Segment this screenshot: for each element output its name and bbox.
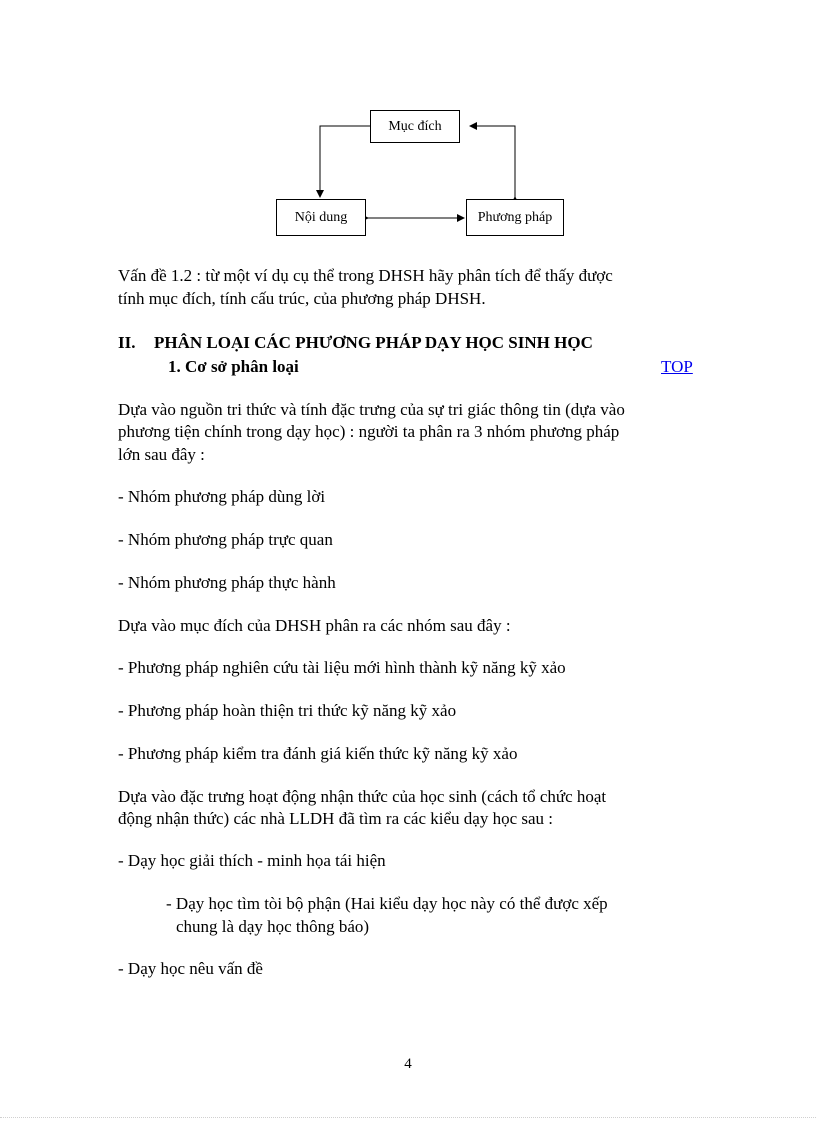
list3-item-3: - Dạy học nêu vấn đề (118, 959, 263, 978)
section-number: II. (118, 333, 136, 352)
top-link[interactable]: TOP (661, 357, 693, 376)
para1-line-2: phương tiện chính trong dạy học) : người ta phân ra 3 nhóm phương pháp (118, 422, 620, 441)
para1-line-1: Dựa vào nguồn tri thức và tính đặc trưng của sự tri giác thông tin (dựa vào (118, 400, 625, 419)
list3-item-2-line-1: - Dạy học tìm tòi bộ phận (Hai kiểu dạy học này có thể được xếp (166, 894, 608, 913)
subsection-heading: 1. Cơ sở phân loại (168, 357, 299, 376)
list1-item: - Nhóm phương pháp trực quan (118, 530, 333, 549)
diagram-box-content (276, 199, 366, 236)
arrow-purpose-to-content (320, 126, 370, 197)
page-number: 4 (404, 1056, 412, 1072)
diagram-label-method: Phương pháp (477, 209, 553, 225)
list2-item: - Phương pháp hoàn thiện tri thức kỹ năng kỹ xảo (118, 701, 457, 720)
list1-item: - Nhóm phương pháp thực hành (118, 573, 336, 592)
list1-item: - Nhóm phương pháp dùng lời (118, 487, 326, 506)
list3-item-2-line-2: chung là dạy học thông báo) (176, 917, 370, 936)
intro-line-1: Vấn đề 1.2 : từ một ví dụ cụ thể trong DHSH hãy phân tích để thấy được (118, 266, 613, 285)
list3-item-1: - Dạy học giải thích - minh họa tái hiện (118, 851, 386, 870)
diagram-box-purpose (370, 110, 460, 143)
page-bottom-divider (0, 1117, 816, 1118)
section-heading (118, 332, 593, 354)
para2: Dựa vào mục đích của DHSH phân ra các nhóm sau đây : (118, 616, 511, 635)
diagram-label-purpose: Mục đích (388, 118, 442, 134)
para1-line-3: lớn sau đây : (118, 445, 205, 464)
purpose-content-method-diagram (270, 105, 570, 245)
diagram-label-content: Nội dung (294, 209, 348, 225)
para3-line-2: động nhận thức) các nhà LLDH đã tìm ra các kiểu dạy học sau : (118, 809, 553, 828)
section-title: PHÂN LOẠI CÁC PHƯƠNG PHÁP DẠY HỌC SINH HỌC (154, 333, 593, 352)
arrow-method-to-purpose (470, 126, 515, 197)
list2-item: - Phương pháp nghiên cứu tài liệu mới hình thành kỹ năng kỹ xảo (118, 658, 566, 677)
diagram-box-method (466, 199, 564, 236)
para3-line-1: Dựa vào đặc trưng hoạt động nhận thức của học sinh (cách tổ chức hoạt (118, 787, 607, 806)
intro-line-2: tính mục đích, tính cấu trúc, của phương pháp DHSH. (118, 289, 486, 308)
list2-item: - Phương pháp kiểm tra đánh giá kiến thức kỹ năng kỹ xảo (118, 744, 518, 763)
